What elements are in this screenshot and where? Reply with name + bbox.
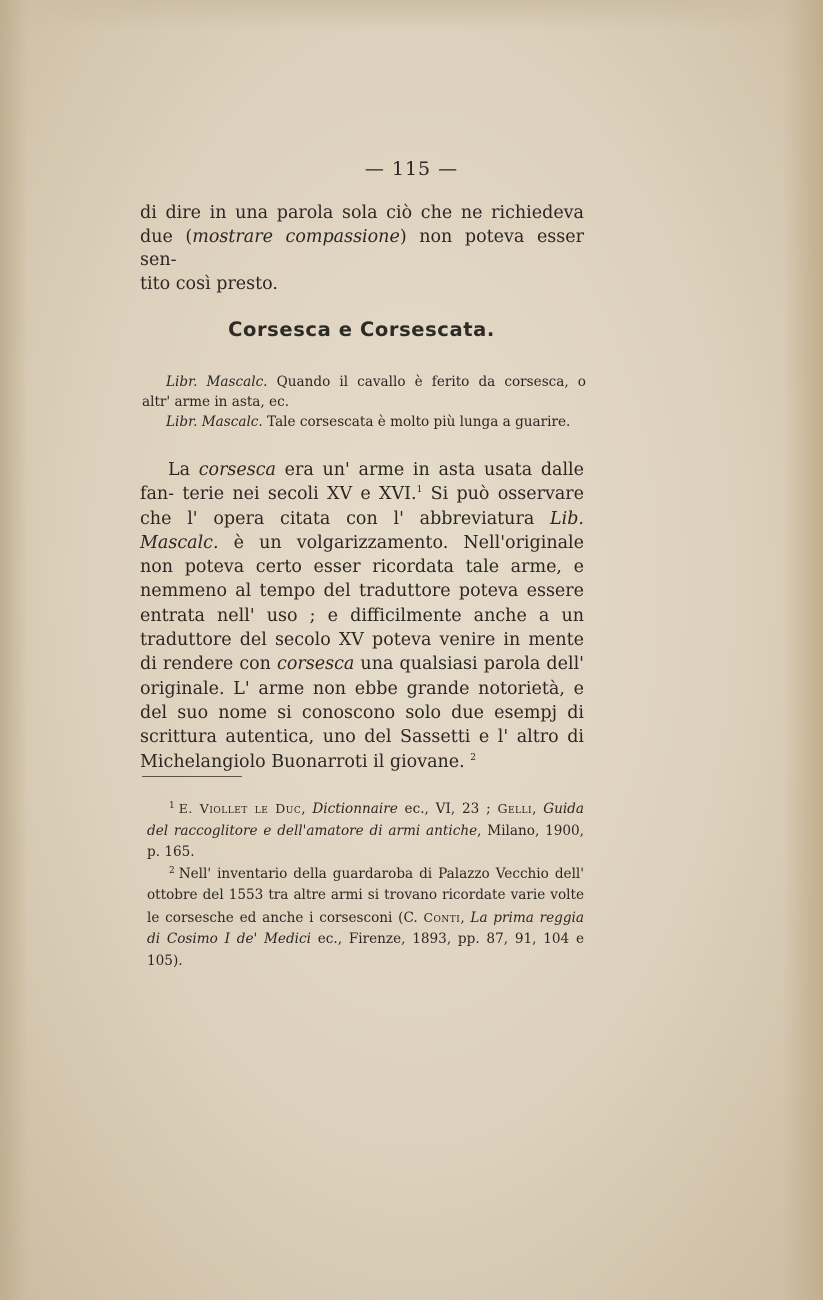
footnote-2: $^2$ Nell' inventario della guardaroba di Palazzo Vecchio dell' ottobre del 1553 tra altre armi si trovano ricordate varie volte le corsesche ed anche i corsesconi (C. Conti, La prima reggia di Cosimo I de' Medici ec., Firenze, 1893, pp. 87, 91, 104 e 105).: [147, 865, 584, 969]
source-quotes: [142, 372, 586, 432]
main-paragraph-text: La corsesca era un' arme in asta usata dalle fan- terie nei secoli XV e XVI.$^1$ Si può osservare che l' opera citata con l' abbreviatura Lib. Mascalc. è un volgarizzamento. Nell'originale non poteva certo esser ricordata tale arme, e nemmeno al tempo del traduttore poteva essere entrata nell' uso ; e difficilmente anche a un traduttore del secolo XV poteva venire in mente di rendere con corsesca una qualsiasi parola dell' originale. L' arme non ebbe grande notorietà, e del suo nome si conoscono solo due esempj di scrittura autentica, uno del Sassetti e l' altro di Michelangiolo Buonarroti il giovane. $^2$: [140, 460, 585, 772]
quote-1-continuation: altr' arme in asta, ec.: [142, 394, 290, 410]
continuation-line-2: due (mostrare compassione) non poteva esser sen-: [140, 226, 584, 270]
quote-2-source: Libr. Mascalc.: [166, 414, 263, 430]
footnotes: [147, 798, 584, 972]
paper-edge-top: [0, 0, 823, 30]
page-number: — 115 —: [364, 158, 459, 180]
emphasis-corsesca-2: corsesca: [277, 654, 355, 675]
continuation-paragraph: [140, 202, 584, 296]
paper-edge-right: [783, 0, 823, 1300]
paper-edge-left: [0, 0, 28, 1300]
section-heading: Corsesca e Corsescata.: [228, 318, 495, 341]
continuation-line-1: di dire in una parola sola ciò che ne richiedeva: [140, 203, 584, 223]
footnote-ref-2[interactable]: 2: [470, 752, 477, 763]
emphasis-corsesca: corsesca: [198, 460, 276, 480]
continuation-line-3: tito così presto.: [140, 273, 278, 294]
quote-1: Libr. Mascalc. Quando il cavallo è ferito da corsesca, o: [166, 374, 586, 390]
footnote-divider: [142, 776, 242, 777]
emphasis-mostrare-compassione: mostrare compassione: [192, 226, 400, 247]
quote-1-source: Libr. Mascalc.: [166, 374, 268, 390]
footnote-ref-1[interactable]: 1: [416, 485, 423, 496]
quote-2: Libr. Mascalc. Tale corsescata è molto più lunga a guarire.: [166, 414, 571, 430]
main-paragraph: [140, 458, 584, 774]
emphasis-abbreviation: Lib. Mascalc.: [140, 508, 584, 553]
footnote-1: $^1$ E. Viollet le Duc, Dictionnaire ec., VI, 23 ; Gelli, Guida del raccoglitore e dell'amatore di armi antiche, Milano, 1900, p. 165.: [147, 801, 585, 860]
